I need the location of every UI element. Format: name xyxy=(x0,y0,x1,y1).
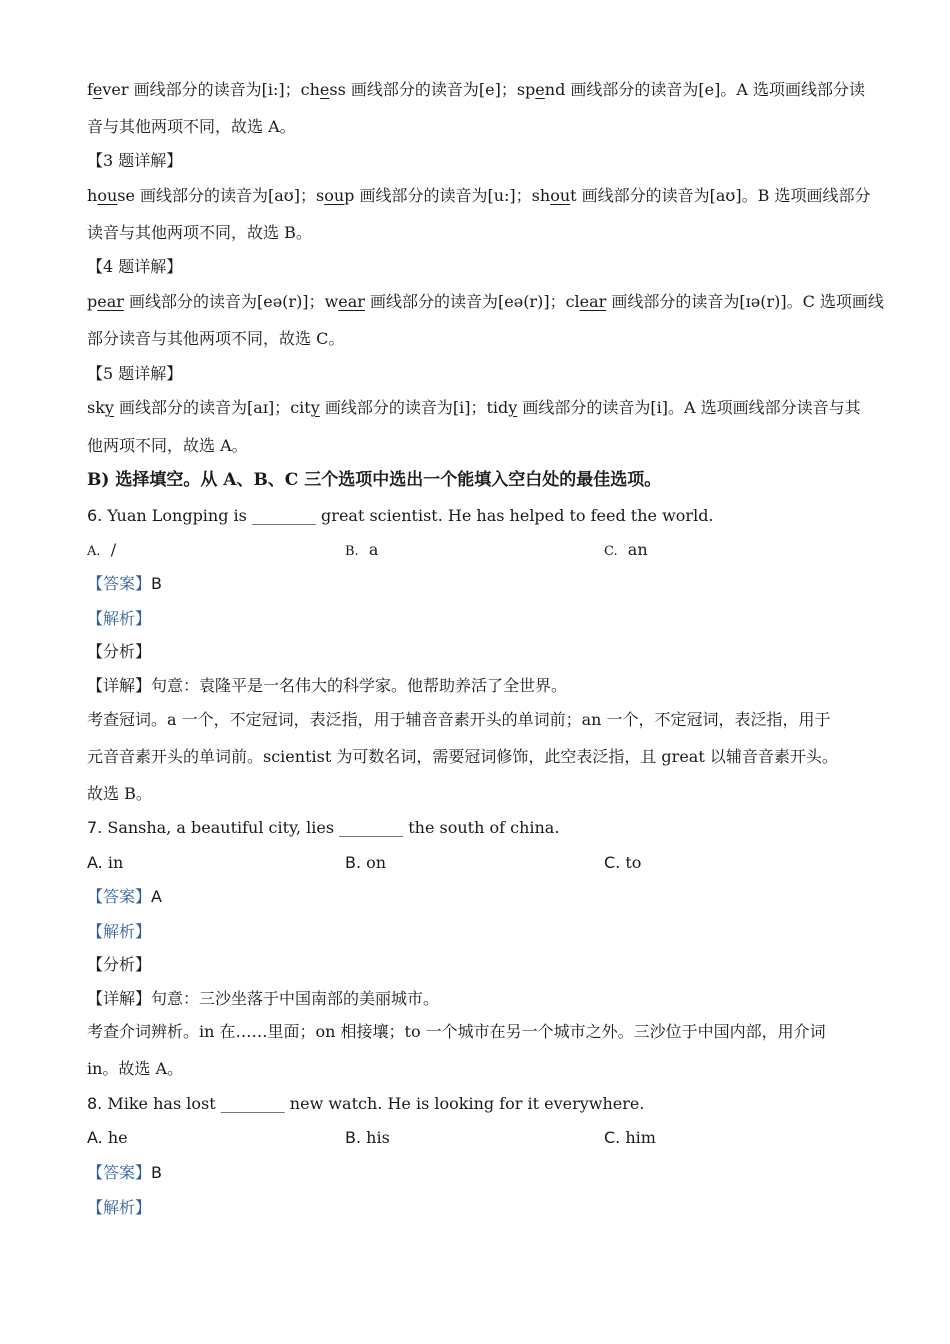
q8-option-a: A. he xyxy=(87,1128,128,1147)
q7-detail: 【详解】句意：三沙坐落于中国南部的美丽城市。 xyxy=(87,989,440,1008)
q6-stem: 6. Yuan Longping is ________ great scientist. He has helped to feed the world. xyxy=(87,506,714,525)
q8-answer: 【答案】B xyxy=(87,1163,162,1182)
q7-option-b: B. on xyxy=(345,853,387,872)
q6-answer: 【答案】B xyxy=(87,574,162,593)
q5-heading: 【5 题详解】 xyxy=(87,364,183,383)
q7-option-c: C. to xyxy=(604,853,642,872)
q4-explain-line1: pear 画线部分的读音为[eə(r)]；wear 画线部分的读音为[eə(r)]；clear 画线部分的读音为[ɪə(r)]。C 选项画线 xyxy=(87,292,884,311)
q6-explain-line1: 考查冠词。a 一个，不定冠词，表泛指，用于辅音音素开头的单词前；an 一个，不定冠词，表泛指，用于 xyxy=(87,710,831,729)
q7-option-a: A. in xyxy=(87,853,124,872)
q6-analysis-tag: 【解析】 xyxy=(87,609,152,628)
q3-explain-line2: 读音与其他两项不同，故选 B。 xyxy=(87,223,312,242)
q4-heading: 【4 题详解】 xyxy=(87,257,183,276)
q8-stem: 8. Mike has lost ________ new watch. He is looking for it everywhere. xyxy=(87,1094,645,1113)
q2-explain-line1: fever 画线部分的读音为[i:]；chess 画线部分的读音为[e]；spend 画线部分的读音为[e]。A 选项画线部分读 xyxy=(87,80,865,99)
q7-explain-line2: in。故选 A。 xyxy=(87,1059,184,1078)
q8-option-b: B. his xyxy=(345,1128,390,1147)
q5-explain-line2: 他两项不同，故选 A。 xyxy=(87,436,248,455)
q6-option-c: C. an xyxy=(604,540,648,559)
q7-explain-line1: 考查介词辨析。in 在……里面；on 相接壤；to 一个城市在另一个城市之外。三沙位于中国内部，用介词 xyxy=(87,1022,826,1041)
q8-option-c: C. him xyxy=(604,1128,656,1147)
q7-analysis-tag: 【解析】 xyxy=(87,922,152,941)
q4-explain-line2: 部分读音与其他两项不同，故选 C。 xyxy=(87,329,345,348)
q7-stem: 7. Sansha, a beautiful city, lies ________ the south of china. xyxy=(87,818,560,837)
q7-answer: 【答案】A xyxy=(87,887,162,906)
q5-explain-line1: sky 画线部分的读音为[aɪ]；city 画线部分的读音为[i]；tidy 画线部分的读音为[i]。A 选项画线部分读音与其 xyxy=(87,398,861,417)
q2-explain-line2: 音与其他两项不同，故选 A。 xyxy=(87,117,296,136)
q6-explain-line2: 元音音素开头的单词前。scientist 为可数名词，需要冠词修饰，此空表泛指，且 great 以辅音音素开头。 xyxy=(87,747,838,766)
q6-option-a: A. / xyxy=(87,540,117,559)
q7-fenxi: 【分析】 xyxy=(87,955,152,974)
q3-heading: 【3 题详解】 xyxy=(87,151,183,170)
q3-explain-line1: house 画线部分的读音为[aʊ]；soup 画线部分的读音为[u:]；shout 画线部分的读音为[aʊ]。B 选项画线部分 xyxy=(87,186,871,205)
q6-fenxi: 【分析】 xyxy=(87,642,152,661)
q6-detail: 【详解】句意：袁隆平是一名伟大的科学家。他帮助养活了全世界。 xyxy=(87,676,568,695)
q8-analysis-tag: 【解析】 xyxy=(87,1198,152,1217)
q6-option-b: B. a xyxy=(345,540,379,559)
section-b-heading: B) 选择填空。从 A、B、C 三个选项中选出一个能填入空白处的最佳选项。 xyxy=(87,470,662,490)
q6-explain-line3: 故选 B。 xyxy=(87,784,152,803)
